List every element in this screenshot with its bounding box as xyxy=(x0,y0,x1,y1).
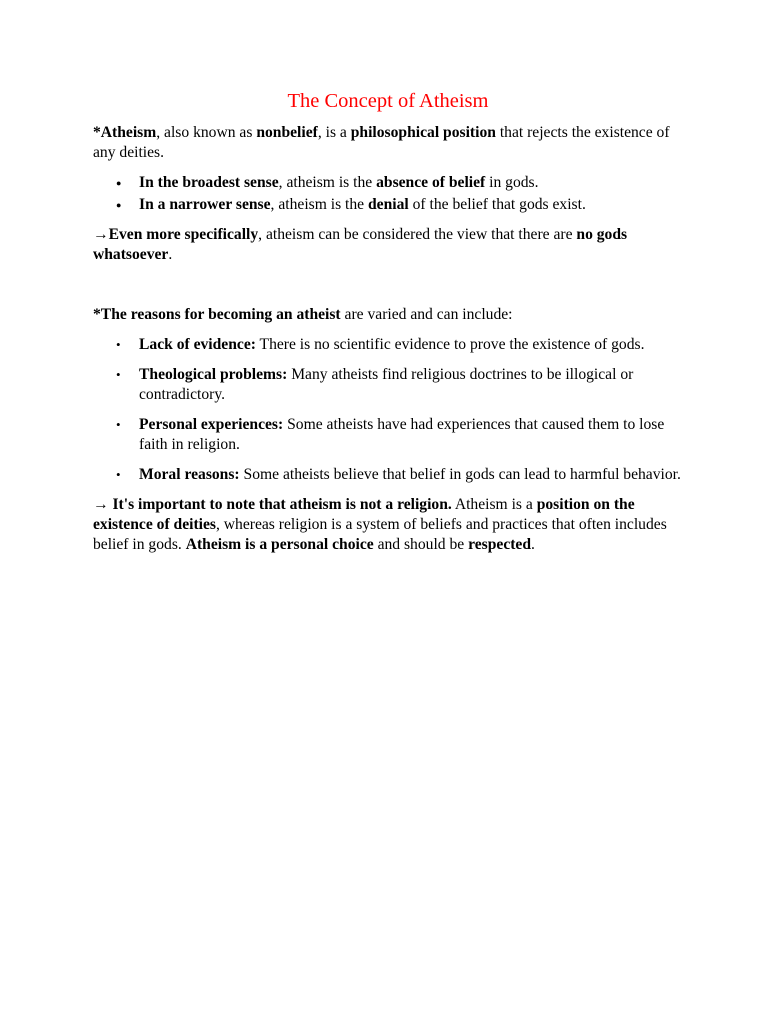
document-page xyxy=(93,88,683,555)
list-item: • Theological problems: Many atheists find religious doctrines to be illogical or contradictory. xyxy=(93,365,683,405)
reasons-intro-paragraph: *The reasons for becoming an atheist are varied and can include: xyxy=(93,306,513,323)
atheism-definition-paragraph: *Atheism, also known as nonbelief, is a philosophical position that rejects the existence of any deities. xyxy=(93,124,670,161)
religion-note-paragraph: → It's important to note that atheism is not a religion. Atheism is a position on the existence of deities, whereas religion is a system of beliefs and practices that often includes belief in gods. Atheism is a personal choice and should be respected. xyxy=(93,496,667,553)
list-item: • Lack of evidence: There is no scientific evidence to prove the existence of gods. xyxy=(93,335,683,355)
reasons-list xyxy=(93,335,683,485)
specific-definition-paragraph: →Even more specifically, atheism can be considered the view that there are no gods whatsoever. xyxy=(93,226,628,263)
term-nonbelief: nonbelief xyxy=(256,124,318,141)
document-title: The Concept of Atheism xyxy=(287,90,489,112)
list-item: ● In the broadest sense, atheism is the absence of belief in gods. xyxy=(93,173,683,193)
term-philosophical-position: philosophical position xyxy=(350,124,496,141)
list-item: ● In a narrower sense, atheism is the denial of the belief that gods exist. xyxy=(93,195,683,215)
list-item: • Moral reasons: Some atheists believe that belief in gods can lead to harmful behavior. xyxy=(93,465,683,485)
senses-list xyxy=(93,173,683,215)
term-atheism: *Atheism xyxy=(93,124,157,141)
list-item: • Personal experiences: Some atheists have had experiences that caused them to lose faith in religion. xyxy=(93,415,683,455)
